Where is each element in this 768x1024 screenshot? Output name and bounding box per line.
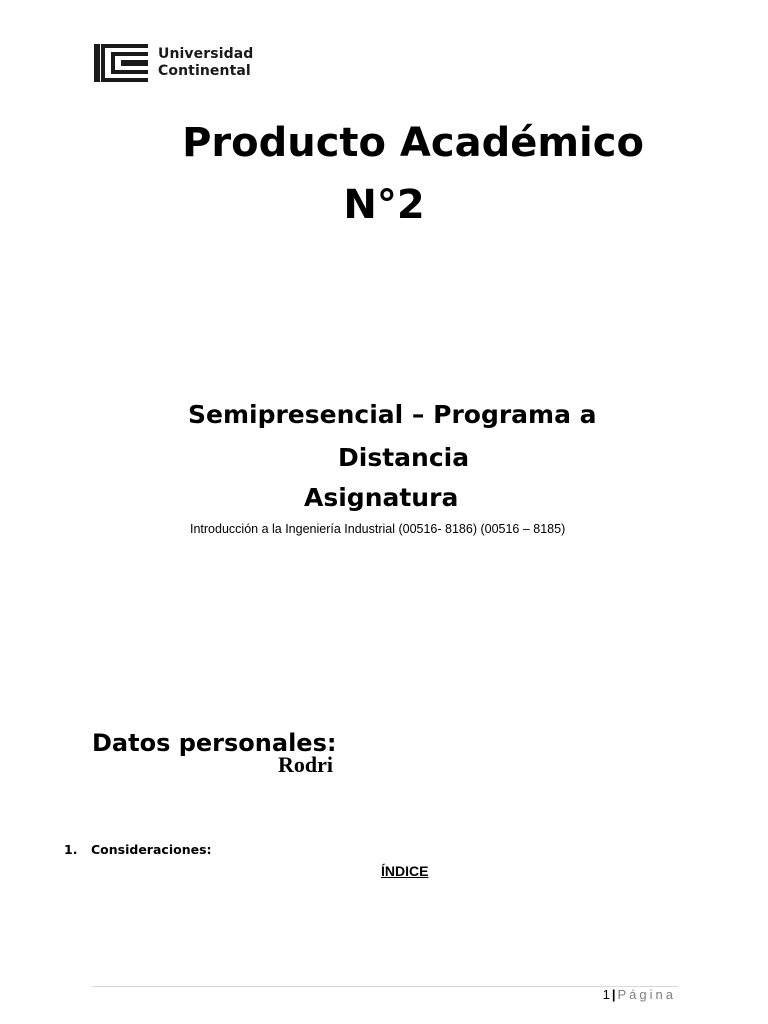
footer-separator: |: [611, 987, 616, 1002]
index-heading: ÍNDICE: [381, 863, 429, 879]
personal-data-heading: Datos personales:: [92, 729, 337, 757]
list-item-number: 1.: [64, 842, 78, 857]
student-name-clipped: [278, 752, 344, 782]
footer-divider: [92, 986, 678, 987]
asignatura-label: Asignatura: [304, 483, 459, 512]
document-title-line-2: N°2: [343, 182, 425, 228]
logo-text: [158, 46, 253, 80]
logo-line-2: Continental: [158, 63, 251, 79]
student-name-fragment: Rodri: [278, 752, 333, 777]
university-logo: [91, 42, 253, 84]
document-title-line-1: Producto Académico: [182, 120, 644, 166]
list-item-label: Consideraciones:: [91, 842, 212, 857]
page-number: 1: [602, 987, 610, 1002]
page-label: Página: [617, 987, 676, 1002]
modality-line-2: Distancia: [338, 443, 470, 472]
logo-line-1: Universidad: [158, 46, 254, 62]
list-item: [64, 842, 212, 857]
page-footer: [603, 987, 676, 1002]
logo-mark-icon: [91, 42, 151, 84]
course-name: Introducción a la Ingeniería Industrial (00516- 8186) (00516 – 8185): [190, 522, 566, 536]
modality-line-1: Semipresencial – Programa a: [188, 400, 597, 429]
